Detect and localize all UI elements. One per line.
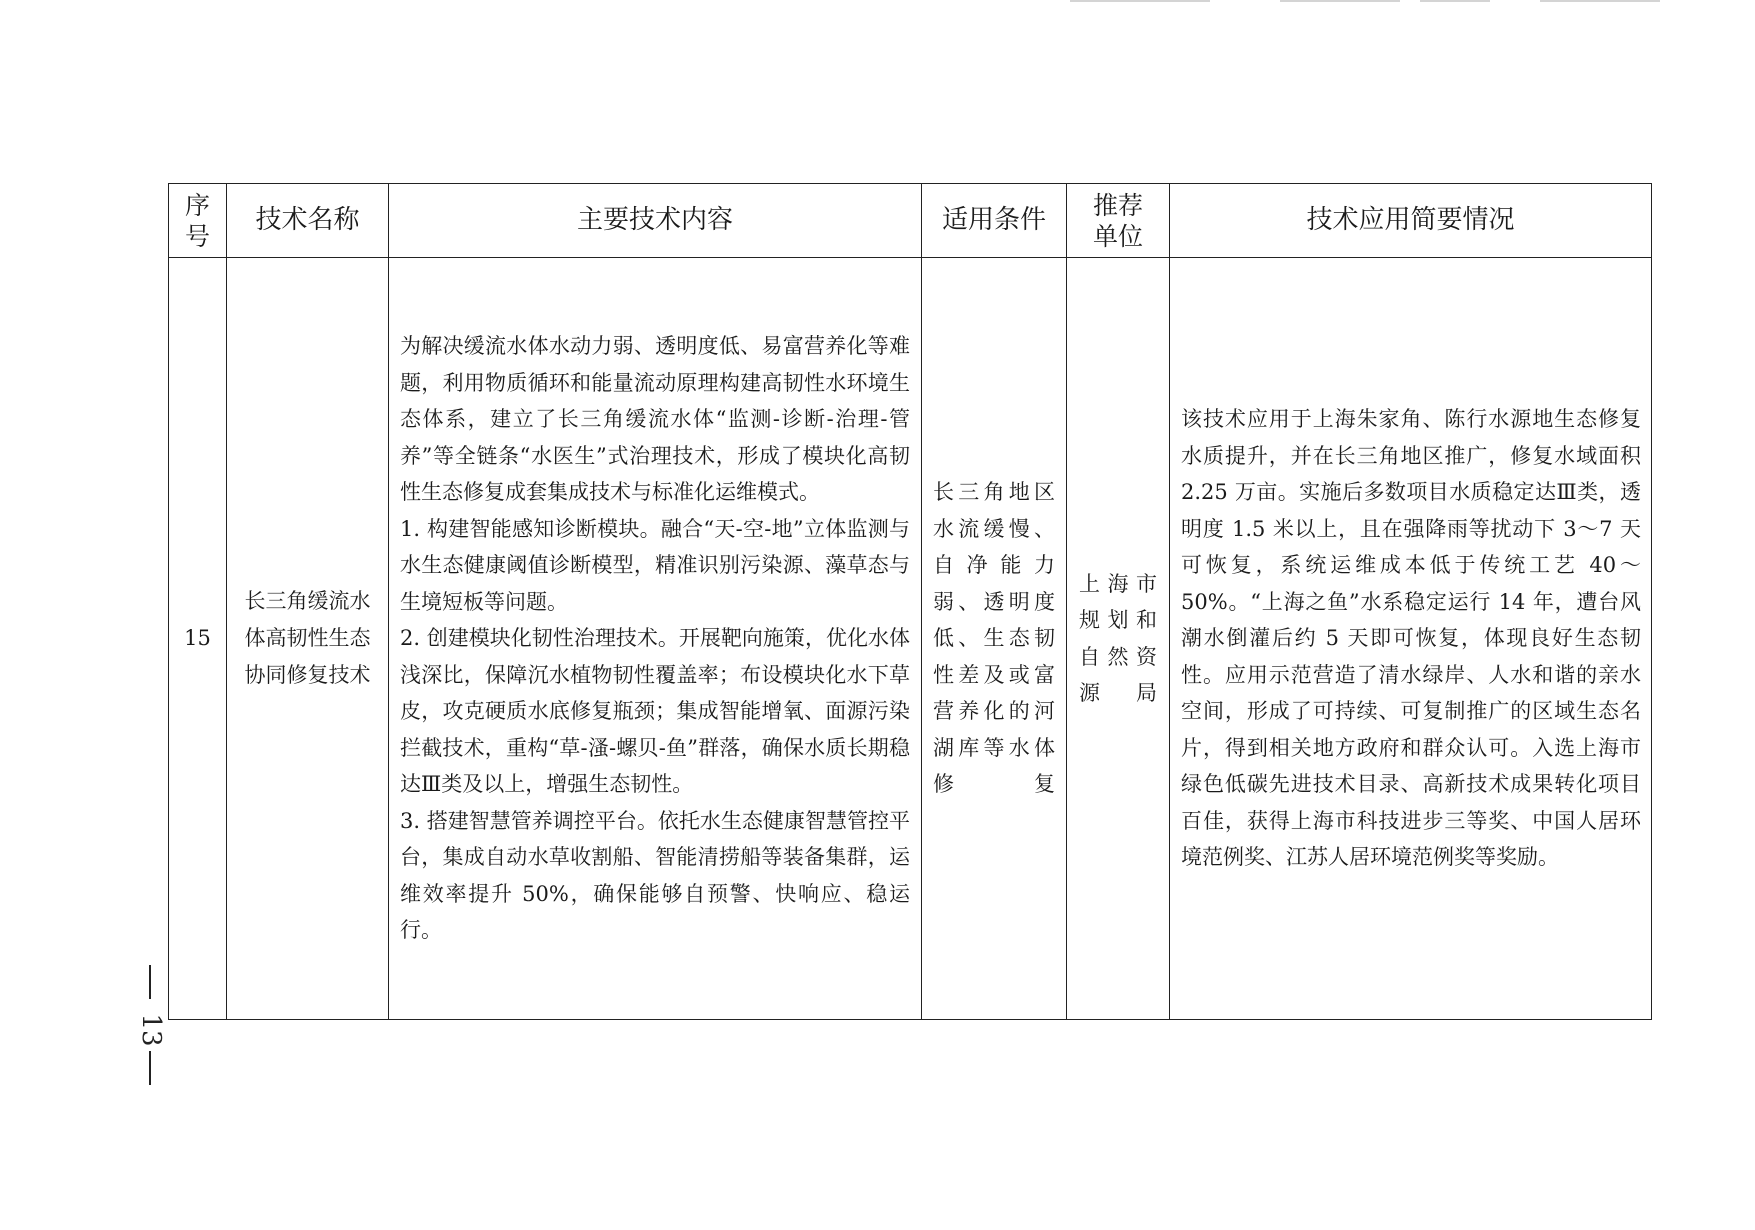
header-unit: 推荐单位 [1067,184,1170,258]
header-content: 主要技术内容 [389,184,922,258]
cell-name: 长三角缓流水体高韧性生态协同修复技术 [227,258,389,1020]
header-application: 技术应用简要情况 [1170,184,1652,258]
header-no: 序号 [169,184,227,258]
content-paragraph: 为解决缓流水体水动力弱、透明度低、易富营养化等难题，利用物质循环和能量流动原理构建高韧性水环境生态体系，建立了长三角缓流水体“监测-诊断-治理-管养”等全链条“水医生”式治理技术，形成了模块化高韧性生态修复成套集成技术与标准化运维模式。 [400,334,910,505]
scan-edge-line [1420,0,1490,2]
cell-no: 15 [169,258,227,1020]
cell-unit: 上海市规划和自然资源局 [1067,258,1170,1020]
technology-table [168,183,1652,1020]
content-paragraph: 2. 创建模块化韧性治理技术。开展靶向施策，优化水体浅深比，保障沉水植物韧性覆盖率；布设模块化水下草皮，攻克硬质水底修复瓶颈；集成智能增氧、面源污染拦截技术，重构“草-溞-螺贝-鱼”群落，确保水质长期稳达Ⅲ类及以上，增强生态韧性。 [400,626,910,797]
table-row [169,258,1652,1020]
page-number-dash [149,1051,151,1085]
cell-content [389,258,922,1020]
header-name: 技术名称 [227,184,389,258]
scan-edge-line [1070,0,1210,2]
content-paragraph: 1. 构建智能感知诊断模块。融合“天-空-地”立体监测与水生态健康阈值诊断模型，精准识别污染源、藻草态与生境短板等问题。 [400,516,910,614]
content-paragraph: 3. 搭建智慧管养调控平台。依托水生态健康智慧管控平台，集成自动水草收割船、智能清捞船等装备集群，运维效率提升 50%，确保能够自预警、快响应、稳运行。 [400,808,910,943]
page-number-text: 13 [136,1013,166,1047]
cell-application: 该技术应用于上海朱家角、陈行水源地生态修复水质提升，并在长三角地区推广，修复水域面积 2.25 万亩。实施后多数项目水质稳定达Ⅲ类，透明度 1.5 米以上，且在强降雨等扰动下 3～7 天可恢复，系统运维成本低于传统工艺 40～50%。“上海之鱼”水系稳定运行 14 年，遭台风潮水倒灌后约 5 天即可恢复，体现良好生态韧性。应用示范营造了清水绿岸、人水和谐的亲水空间，形成了可持续、可复制推广的区域生态名片，得到相关地方政府和群众认可。入选上海市绿色低碳先进技术目录、高新技术成果转化项目百佳，获得上海市科技进步三等奖、中国人居环境范例奖、江苏人居环境范例奖等奖励。 [1170,258,1652,1020]
scan-edge-line [1540,0,1660,2]
scan-edge-line [1280,0,1400,2]
page-number [136,965,166,1085]
table-header-row [169,184,1652,258]
page-number-dash [149,965,151,999]
cell-conditions: 长三角地区水流缓慢、自净能力弱、透明度低、生态韧性差及或富营养化的河湖库等水体修复 [922,258,1067,1020]
header-conditions: 适用条件 [922,184,1067,258]
